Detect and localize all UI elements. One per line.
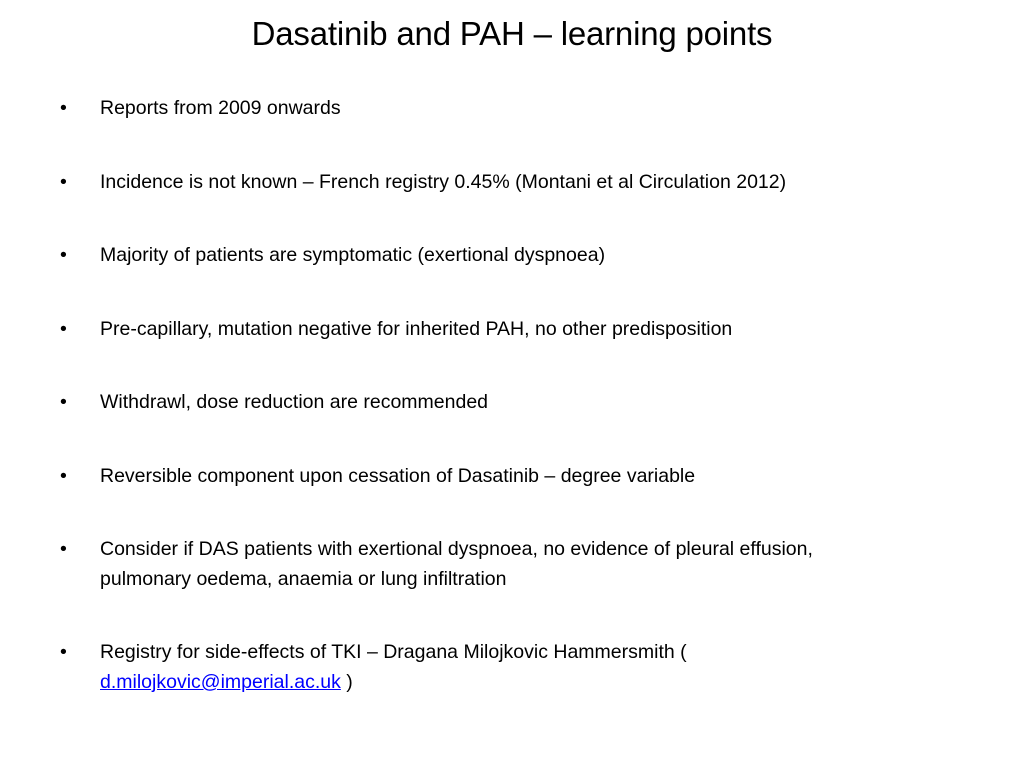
bullet-text-suffix: )	[340, 671, 353, 693]
bullet-text-line1: Consider if DAS patients with exertional dyspnoea, no evidence of pleural effusion,	[100, 538, 813, 560]
bullet-item	[60, 314, 990, 344]
bullet-item	[60, 93, 990, 123]
bullet-list	[60, 93, 990, 741]
bullet-text: Reversible component upon cessation of Dasatinib – degree variable	[100, 464, 696, 487]
bullet-item	[60, 387, 990, 417]
bullet-icon: •	[60, 170, 67, 193]
bullet-icon: •	[60, 97, 67, 119]
bullet-text: Reports from 2009 onwards	[100, 97, 341, 119]
bullet-item	[60, 637, 990, 697]
bullet-icon: •	[60, 391, 67, 413]
bullet-icon: •	[60, 244, 67, 266]
bullet-item	[60, 167, 990, 197]
bullet-icon: •	[60, 317, 67, 340]
bullet-item	[60, 534, 990, 594]
bullet-text: Majority of patients are symptomatic (exertional dyspnoea)	[100, 244, 606, 266]
slide-title: Dasatinib and PAH – learning points	[251, 15, 773, 52]
bullet-icon: •	[60, 538, 67, 560]
email-link[interactable]: d.milojkovic@imperial.ac.uk	[100, 671, 341, 693]
bullet-icon: •	[60, 641, 67, 663]
bullet-item	[60, 240, 990, 270]
bullet-text: Withdrawl, dose reduction are recommended	[100, 391, 489, 413]
bullet-text: Incidence is not known – French registry 0.45% (Montani et al Circulation 2012)	[100, 170, 787, 193]
bullet-item	[60, 461, 990, 491]
bullet-icon: •	[60, 464, 67, 487]
bullet-text: Pre-capillary, mutation negative for inherited PAH, no other predisposition	[100, 317, 733, 340]
bullet-text-line1: Registry for side-effects of TKI – Dragana Milojkovic Hammersmith (	[100, 641, 687, 663]
bullet-text-line2: pulmonary oedema, anaemia or lung infiltration	[100, 568, 507, 590]
